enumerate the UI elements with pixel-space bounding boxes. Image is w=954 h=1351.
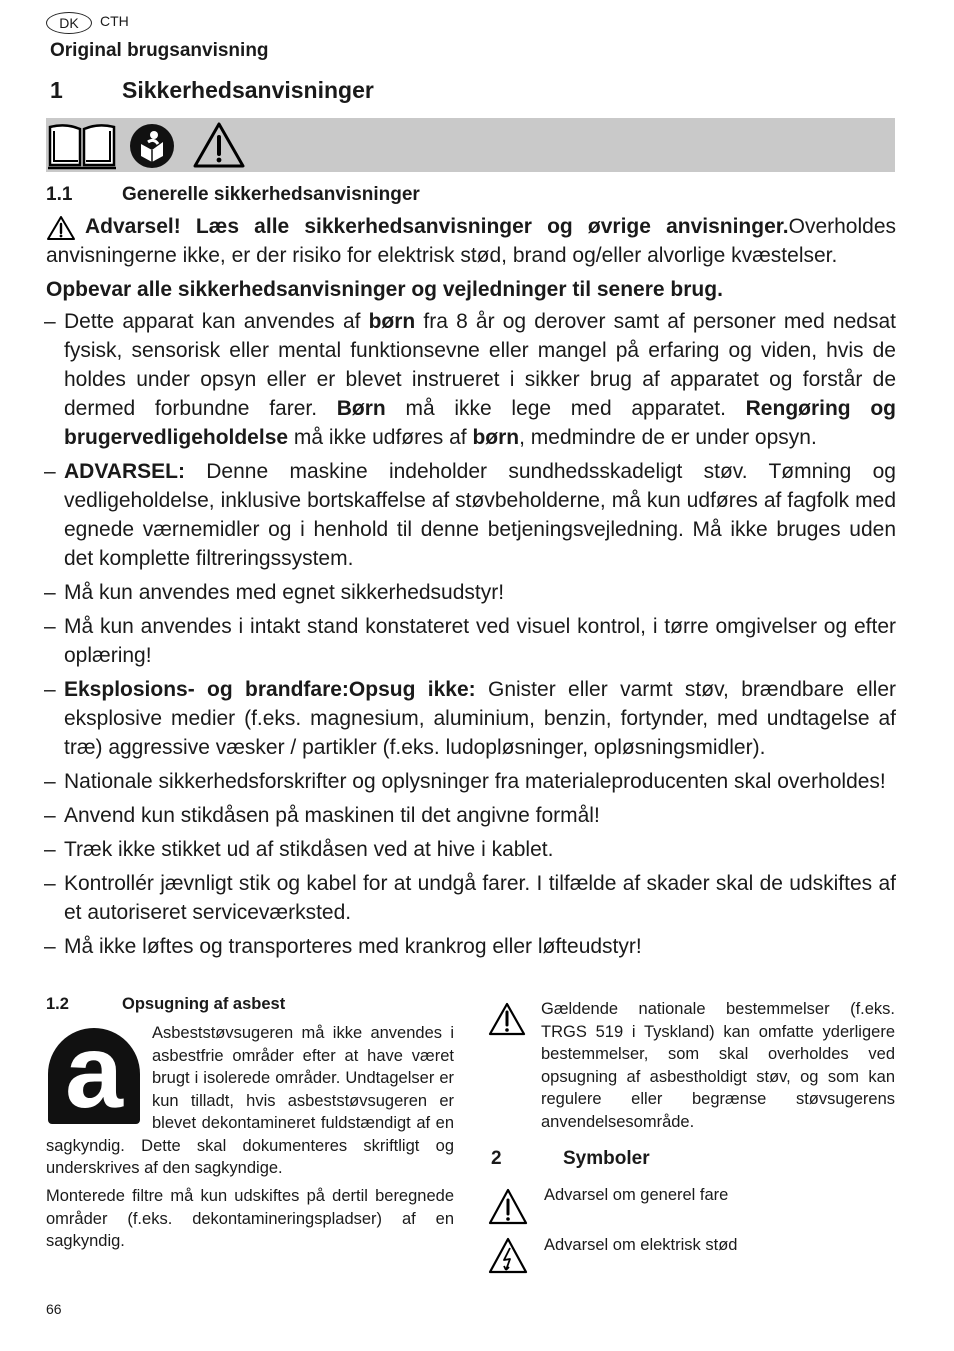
section-1-1-title: Generelle sikkerhedsanvisninger [122,184,420,205]
bullet-emphasis: Børn [336,397,386,420]
safety-bullet-item [46,767,896,796]
section-1-2-title: Opsugning af asbest [122,995,286,1013]
asbestos-paragraph-2: Monterede filtre må kun udskiftes på dertil beregnede områder (f.eks. dekontamineringspladser) af en sagkyndig. [46,1187,454,1250]
general-warning-paragraph [46,212,896,270]
safety-bullet-item [46,307,896,452]
bullet-text: må ikke udføres af [288,426,473,449]
safety-bullet-item [46,675,896,762]
section-1-title: Sikkerhedsanvisninger [122,77,374,103]
bullet-text: Kontrollér jævnligt stik og kabel for at undgå farer. I tilfælde af skader skal de udskiftes af et autoriseret serviceværksted. [64,872,896,924]
bullet-text: , medmindre de er under opsyn. [519,426,817,449]
safety-bullet-item [46,578,896,607]
bullet-text: må ikke lege med apparatet. [385,397,746,420]
warning-triangle-icon [488,1002,526,1036]
asbestos-symbol [48,1028,140,1124]
asbestos-symbol-letter: a [65,1028,123,1124]
section-2-title: Symboler [563,1148,650,1169]
section-1-1-number: 1.1 [46,184,73,205]
bullet-text: Denne maskine indeholder sundhedsskadeligt støv. Tømning og vedligeholdelse, inklusive bortskaffelse af støvbeholderne, må kun udføres af fagfolk med egnede værnemidler og i henhold til denne betjeningsvejledning. Må ikke bruges uden det komplette filtreringssystem. [64,460,896,570]
bullet-text: Må kun anvendes med egnet sikkerhedsudstyr! [64,581,505,604]
bullet-emphasis: Eksplosions- og brandfare:Opsug ikke: [64,678,476,701]
asbestos-paragraph-1: Asbeststøvsugeren må ikke anvendes i asbestfrie områder efter at have været brugt i isolerede områder. Undtagelser er kun tilladt, hvis asbeststøvsugeren er blevet dekontamineret fuldstændigt af en sagkyndig. Dette skal dokumenteres skriftligt og underskrives af den sagkyndige. [46,1024,454,1177]
section-1-2-number: 1.2 [46,995,69,1013]
operator-manual-icon [128,122,176,170]
bullet-text: Dette apparat kan anvendes af [64,310,369,333]
safety-bullet-list [46,307,896,966]
asbestos-paragraph-1-block [46,1022,454,1180]
language-code-badge: DK [46,12,92,34]
section-2-number: 2 [491,1148,502,1169]
safety-symbol-band [46,118,895,172]
safety-bullet-item [46,612,896,670]
bullet-text: Må ikke løftes og transporteres med krankrog eller løfteudstyr! [64,935,642,958]
safety-bullet-item [46,835,896,864]
bullet-text: Træk ikke stikket ud af stikdåsen ved at hive i kablet. [64,838,554,861]
bullet-text: Anvend kun stikdåsen på maskinen til det angivne formål! [64,804,600,827]
bullet-text: fra 8 år og derover samt af personer med nedsat fysisk, sensorisk eller mental funktionsevne eller mangel på erfaring og viden, hvis de holdes under opsyn eller er blevet instrueret i sikker brug af apparatet og forstår de dermed forbundne farer. [64,310,896,420]
section-1-number: 1 [50,77,63,103]
bullet-text: Nationale sikkerhedsforskrifter og oplysninger fra materialeproducenten skal overholdes! [64,770,886,793]
warning-triangle-icon [192,121,246,169]
bullet-text: Gnister eller varmt støv, brændbare eller eksplosive medier (f.eks. magnesium, aluminium, benzin, fortynder, med undtagelse af træ) aggressive væsker / partikler (f.eks. ludopløsninger, opløsningsmidler). [64,678,896,759]
read-manual-icon [46,121,118,171]
electric-shock-warning-icon [488,1237,528,1275]
page-number: 66 [46,1301,62,1317]
bullet-text: Må kun anvendes i intakt stand konstateret ved visuel kontrol, i tørre omgivelser og efter oplæring! [64,615,896,667]
keep-instructions-notice: Opbevar alle sikkerhedsanvisninger og vejledninger til senere brug. [46,278,723,301]
model-name: CTH [100,13,129,29]
bullet-emphasis: børn [472,426,520,449]
bullet-emphasis: ADVARSEL: [64,460,185,483]
safety-bullet-item [46,869,896,927]
bullet-emphasis: Rengøring og brugervedligeholdelse [64,397,896,449]
safety-bullet-item [46,801,896,830]
bullet-emphasis: børn [368,310,416,333]
document-title: Original brugsanvisning [50,40,269,61]
safety-bullet-item [46,457,896,573]
symbol-electric-shock-label: Advarsel om elektrisk stød [544,1236,738,1254]
national-regulations-note: Gældende nationale bestemmelser (f.eks. TRGS 519 i Tyskland) kan omfatte yderligere bestemmelser, som skal overholdes ved opsugning af asbestholdigt støv, og som kan regulere eller begrænse støvsugerens anvendelsesområde. [541,1000,895,1131]
symbol-general-warning-label: Advarsel om generel fare [544,1186,729,1204]
general-warning-bold: Advarsel! Læs alle sikkerhedsanvisninger og øvrige anvisninger. [85,215,789,238]
general-warning-icon [488,1188,528,1226]
safety-bullet-item [46,932,896,961]
general-warning-text: Overholdes anvisningerne ikke, er der risiko for elektrisk stød, brand og/eller alvorlige kvæstelser. [46,215,896,267]
